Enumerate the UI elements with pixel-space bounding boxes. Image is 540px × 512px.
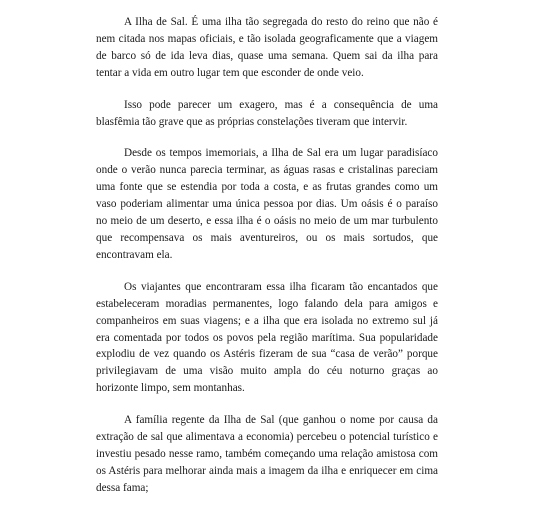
paragraph-3: Desde os tempos imemoriais, a Ilha de Sal era um lugar paradisíaco onde o verão nunca parecia terminar, as águas rasas e cristalinas pareciam uma fonte que se estendia por toda a costa, e as frutas grandes como um vaso poderiam alimentar uma única pessoa por dias. Um oásis é o paraíso no meio de um deserto, e essa ilha é o oásis no meio de um mar turbulento que recompensava os mais aventureiros, ou os mais sortudos, que encontravam ela.: [96, 147, 438, 261]
document-body: [96, 14, 438, 512]
paragraph-4: Os viajantes que encontraram essa ilha ficaram tão encantados que estabeleceram moradias permanentes, logo falando dela para amigos e companheiros em suas viagens; e a ilha que era isolada no extremo sul já era comentada por todos os povos pela região marítima. Sua popularidade explodiu de vez quando os Astéris fizeram de sua “casa de verão” porque privilegiavam de uma visão muito ampla do céu noturno graças ao horizonte limpo, sem montanhas.: [96, 280, 438, 395]
paragraph-2: Isso pode parecer um exagero, mas é a consequência de uma blasfêmia tão grave que as próprias constelações tiveram que intervir.: [96, 98, 438, 128]
paragraph-5: A família regente da Ilha de Sal (que ganhou o nome por causa da extração de sal que alimentava a economia) percebeu o potencial turístico e investiu pesado nesse ramo, também começando uma relação amistosa com os Astéris para melhorar ainda mais a imagem da ilha e enriquecer em cima dessa fama;: [96, 414, 438, 494]
paragraph-1: A Ilha de Sal. É uma ilha tão segregada do resto do reino que não é nem citada nos mapas oficiais, e tão isolada geograficamente que a viagem de barco só de ida leva dias, quase uma semana. Quem sai da ilha para tentar a vida em outro lugar tem que esconder de onde veio.: [96, 16, 438, 79]
